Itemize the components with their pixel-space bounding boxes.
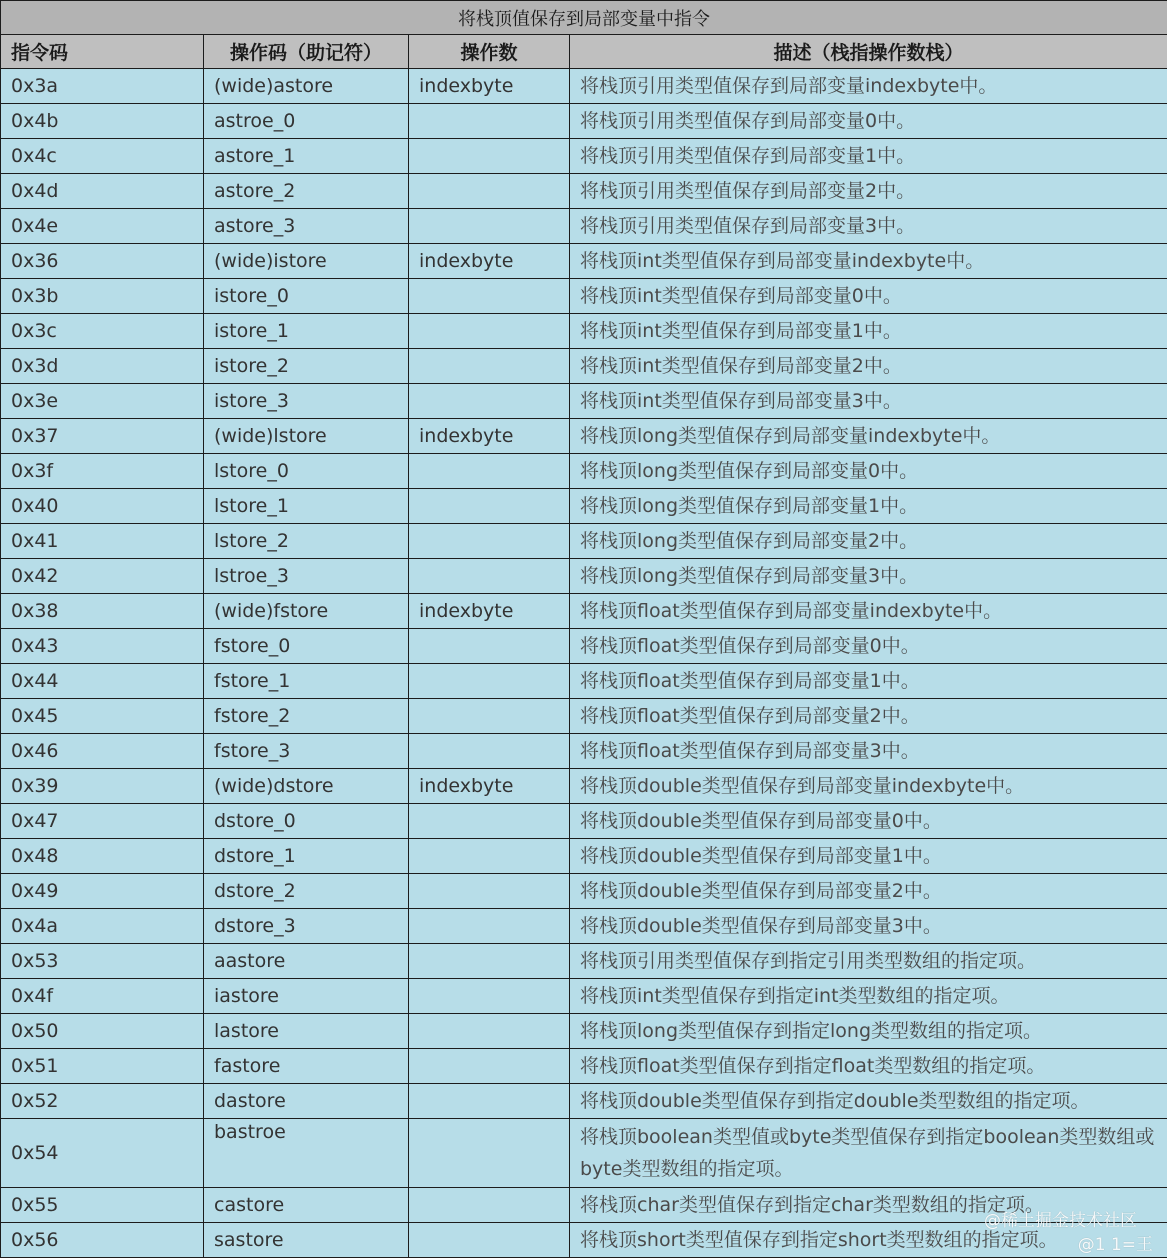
- cell-operand: indexbyte: [409, 594, 570, 629]
- table-row: [1, 69, 1167, 104]
- cell-mnemonic: lastore: [204, 1014, 409, 1049]
- cell-opcode: 0x39: [1, 769, 204, 804]
- cell-mnemonic: (wide)fstore: [204, 594, 409, 629]
- cell-mnemonic: fstore_1: [204, 664, 409, 699]
- cell-opcode: 0x43: [1, 629, 204, 664]
- cell-opcode: 0x53: [1, 944, 204, 979]
- cell-operand: [409, 979, 570, 1014]
- cell-opcode: 0x38: [1, 594, 204, 629]
- cell-opcode: 0x4c: [1, 139, 204, 174]
- table-row: [1, 209, 1167, 244]
- cell-opcode: 0x3e: [1, 384, 204, 419]
- table-row: [1, 384, 1167, 419]
- cell-opcode: 0x3a: [1, 69, 204, 104]
- table-row: [1, 454, 1167, 489]
- cell-description: 将栈顶int类型值保存到局部变量0中。: [570, 279, 1167, 314]
- cell-mnemonic: lstore_1: [204, 489, 409, 524]
- cell-operand: [409, 909, 570, 944]
- cell-description: 将栈顶float类型值保存到局部变量2中。: [570, 699, 1167, 734]
- cell-opcode: 0x37: [1, 419, 204, 454]
- cell-operand: [409, 139, 570, 174]
- cell-operand: [409, 104, 570, 139]
- cell-description: 将栈顶long类型值保存到局部变量indexbyte中。: [570, 419, 1167, 454]
- table-row: [1, 174, 1167, 209]
- cell-description: 将栈顶double类型值保存到局部变量indexbyte中。: [570, 769, 1167, 804]
- cell-mnemonic: astore_3: [204, 209, 409, 244]
- cell-mnemonic: lstroe_3: [204, 559, 409, 594]
- cell-description: 将栈顶float类型值保存到局部变量0中。: [570, 629, 1167, 664]
- cell-description: 将栈顶char类型值保存到指定char类型数组的指定项。: [570, 1188, 1167, 1223]
- cell-description: 将栈顶double类型值保存到局部变量0中。: [570, 804, 1167, 839]
- cell-description: 将栈顶int类型值保存到局部变量1中。: [570, 314, 1167, 349]
- table-row: [1, 524, 1167, 559]
- cell-mnemonic: astore_1: [204, 139, 409, 174]
- cell-operand: [409, 804, 570, 839]
- cell-mnemonic: dstore_2: [204, 874, 409, 909]
- cell-operand: [409, 454, 570, 489]
- cell-operand: indexbyte: [409, 244, 570, 279]
- table-row: [1, 244, 1167, 279]
- cell-mnemonic: istore_1: [204, 314, 409, 349]
- cell-description: 将栈顶int类型值保存到局部变量3中。: [570, 384, 1167, 419]
- cell-mnemonic: iastore: [204, 979, 409, 1014]
- cell-description: 将栈顶float类型值保存到指定float类型数组的指定项。: [570, 1049, 1167, 1084]
- table-row: [1, 979, 1167, 1014]
- header-mnemonic: 操作码（助记符）: [204, 35, 409, 69]
- cell-operand: [409, 1014, 570, 1049]
- cell-mnemonic: lstore_2: [204, 524, 409, 559]
- cell-description: 将栈顶long类型值保存到局部变量2中。: [570, 524, 1167, 559]
- cell-mnemonic: aastore: [204, 944, 409, 979]
- cell-mnemonic: (wide)istore: [204, 244, 409, 279]
- table-row: [1, 349, 1167, 384]
- cell-opcode: 0x4f: [1, 979, 204, 1014]
- cell-mnemonic: dstore_3: [204, 909, 409, 944]
- cell-opcode: 0x44: [1, 664, 204, 699]
- cell-opcode: 0x4a: [1, 909, 204, 944]
- cell-description: 将栈顶boolean类型值或byte类型值保存到指定boolean类型数组或byte类型数组的指定项。: [570, 1119, 1167, 1188]
- cell-operand: [409, 524, 570, 559]
- cell-operand: [409, 314, 570, 349]
- table-row: [1, 839, 1167, 874]
- cell-description: 将栈顶double类型值保存到局部变量3中。: [570, 909, 1167, 944]
- table-row: [1, 1084, 1167, 1119]
- cell-operand: [409, 1049, 570, 1084]
- cell-description: 将栈顶引用类型值保存到局部变量1中。: [570, 139, 1167, 174]
- cell-mnemonic: istore_2: [204, 349, 409, 384]
- table-row: [1, 734, 1167, 769]
- cell-operand: [409, 699, 570, 734]
- cell-description: 将栈顶引用类型值保存到局部变量indexbyte中。: [570, 69, 1167, 104]
- cell-description: 将栈顶float类型值保存到局部变量indexbyte中。: [570, 594, 1167, 629]
- header-opcode: 指令码: [1, 35, 204, 69]
- cell-description: 将栈顶float类型值保存到局部变量1中。: [570, 664, 1167, 699]
- cell-operand: [409, 279, 570, 314]
- cell-opcode: 0x41: [1, 524, 204, 559]
- table-row: [1, 104, 1167, 139]
- cell-mnemonic: fstore_3: [204, 734, 409, 769]
- cell-operand: [409, 944, 570, 979]
- cell-opcode: 0x52: [1, 1084, 204, 1119]
- cell-opcode: 0x4b: [1, 104, 204, 139]
- table-title-row: [1, 1, 1167, 35]
- header-operand: 操作数: [409, 35, 570, 69]
- header-description: 描述（栈指操作数栈）: [570, 35, 1167, 69]
- cell-description: 将栈顶引用类型值保存到指定引用类型数组的指定项。: [570, 944, 1167, 979]
- cell-description: 将栈顶引用类型值保存到局部变量3中。: [570, 209, 1167, 244]
- cell-mnemonic: dastore: [204, 1084, 409, 1119]
- cell-opcode: 0x47: [1, 804, 204, 839]
- cell-description: 将栈顶double类型值保存到局部变量2中。: [570, 874, 1167, 909]
- table-row: [1, 1049, 1167, 1084]
- cell-mnemonic: istore_0: [204, 279, 409, 314]
- table-row: [1, 664, 1167, 699]
- cell-opcode: 0x40: [1, 489, 204, 524]
- cell-operand: [409, 1188, 570, 1223]
- cell-opcode: 0x3d: [1, 349, 204, 384]
- cell-operand: [409, 209, 570, 244]
- cell-description: 将栈顶long类型值保存到指定long类型数组的指定项。: [570, 1014, 1167, 1049]
- cell-opcode: 0x51: [1, 1049, 204, 1084]
- table-row: [1, 314, 1167, 349]
- cell-mnemonic: istore_3: [204, 384, 409, 419]
- cell-operand: [409, 874, 570, 909]
- cell-description: 将栈顶int类型值保存到局部变量2中。: [570, 349, 1167, 384]
- cell-operand: [409, 734, 570, 769]
- cell-opcode: 0x56: [1, 1223, 204, 1258]
- cell-description: 将栈顶short类型值保存到指定short类型数组的指定项。: [570, 1223, 1167, 1258]
- cell-description: 将栈顶double类型值保存到局部变量1中。: [570, 839, 1167, 874]
- table-row: [1, 279, 1167, 314]
- cell-mnemonic: castore: [204, 1188, 409, 1223]
- cell-mnemonic: (wide)lstore: [204, 419, 409, 454]
- cell-operand: [409, 384, 570, 419]
- table-row: [1, 1223, 1167, 1258]
- cell-opcode: 0x50: [1, 1014, 204, 1049]
- cell-opcode: 0x3c: [1, 314, 204, 349]
- cell-operand: [409, 664, 570, 699]
- table-row: [1, 629, 1167, 664]
- cell-mnemonic: astore_2: [204, 174, 409, 209]
- cell-description: 将栈顶float类型值保存到局部变量3中。: [570, 734, 1167, 769]
- cell-mnemonic: (wide)dstore: [204, 769, 409, 804]
- cell-opcode: 0x36: [1, 244, 204, 279]
- cell-operand: [409, 559, 570, 594]
- table-row: [1, 909, 1167, 944]
- cell-operand: [409, 1223, 570, 1258]
- table-row: [1, 594, 1167, 629]
- table-row: [1, 559, 1167, 594]
- cell-operand: [409, 839, 570, 874]
- cell-description: 将栈顶long类型值保存到局部变量1中。: [570, 489, 1167, 524]
- table-row: [1, 489, 1167, 524]
- cell-opcode: 0x49: [1, 874, 204, 909]
- cell-mnemonic: bastroe: [204, 1119, 409, 1188]
- cell-mnemonic: fstore_2: [204, 699, 409, 734]
- cell-opcode: 0x55: [1, 1188, 204, 1223]
- cell-opcode: 0x3f: [1, 454, 204, 489]
- table-row: [1, 419, 1167, 454]
- cell-description: 将栈顶引用类型值保存到局部变量2中。: [570, 174, 1167, 209]
- cell-mnemonic: lstore_0: [204, 454, 409, 489]
- cell-description: 将栈顶int类型值保存到指定int类型数组的指定项。: [570, 979, 1167, 1014]
- cell-operand: indexbyte: [409, 419, 570, 454]
- watermark-line1: @稀土掘金技术社区: [984, 1211, 1137, 1231]
- cell-operand: indexbyte: [409, 69, 570, 104]
- cell-operand: [409, 629, 570, 664]
- cell-opcode: 0x42: [1, 559, 204, 594]
- cell-mnemonic: sastore: [204, 1223, 409, 1258]
- cell-description: 将栈顶long类型值保存到局部变量0中。: [570, 454, 1167, 489]
- table-row: [1, 1119, 1167, 1188]
- cell-operand: [409, 1084, 570, 1119]
- cell-description: 将栈顶引用类型值保存到局部变量0中。: [570, 104, 1167, 139]
- watermark-line2: @1 1=王: [1077, 1235, 1153, 1255]
- cell-description: 将栈顶double类型值保存到指定double类型数组的指定项。: [570, 1084, 1167, 1119]
- table-row: [1, 139, 1167, 174]
- table-header-row: [1, 35, 1167, 69]
- cell-operand: [409, 489, 570, 524]
- cell-operand: [409, 174, 570, 209]
- cell-mnemonic: fastore: [204, 1049, 409, 1084]
- cell-opcode: 0x46: [1, 734, 204, 769]
- table-row: [1, 804, 1167, 839]
- table-row: [1, 699, 1167, 734]
- cell-opcode: 0x4e: [1, 209, 204, 244]
- cell-opcode: 0x4d: [1, 174, 204, 209]
- cell-mnemonic: dstore_1: [204, 839, 409, 874]
- cell-operand: indexbyte: [409, 769, 570, 804]
- cell-opcode: 0x48: [1, 839, 204, 874]
- cell-operand: [409, 1119, 570, 1188]
- table-row: [1, 1188, 1167, 1223]
- table-row: [1, 874, 1167, 909]
- cell-description: 将栈顶long类型值保存到局部变量3中。: [570, 559, 1167, 594]
- table-row: [1, 769, 1167, 804]
- cell-mnemonic: dstore_0: [204, 804, 409, 839]
- table-title: 将栈顶值保存到局部变量中指令: [1, 1, 1167, 35]
- table-body: [1, 69, 1167, 1258]
- cell-mnemonic: astroe_0: [204, 104, 409, 139]
- cell-opcode: 0x3b: [1, 279, 204, 314]
- table-row: [1, 1014, 1167, 1049]
- table-row: [1, 944, 1167, 979]
- cell-operand: [409, 349, 570, 384]
- cell-opcode: 0x45: [1, 699, 204, 734]
- cell-mnemonic: fstore_0: [204, 629, 409, 664]
- cell-mnemonic: (wide)astore: [204, 69, 409, 104]
- cell-description: 将栈顶int类型值保存到局部变量indexbyte中。: [570, 244, 1167, 279]
- cell-opcode: 0x54: [1, 1119, 204, 1188]
